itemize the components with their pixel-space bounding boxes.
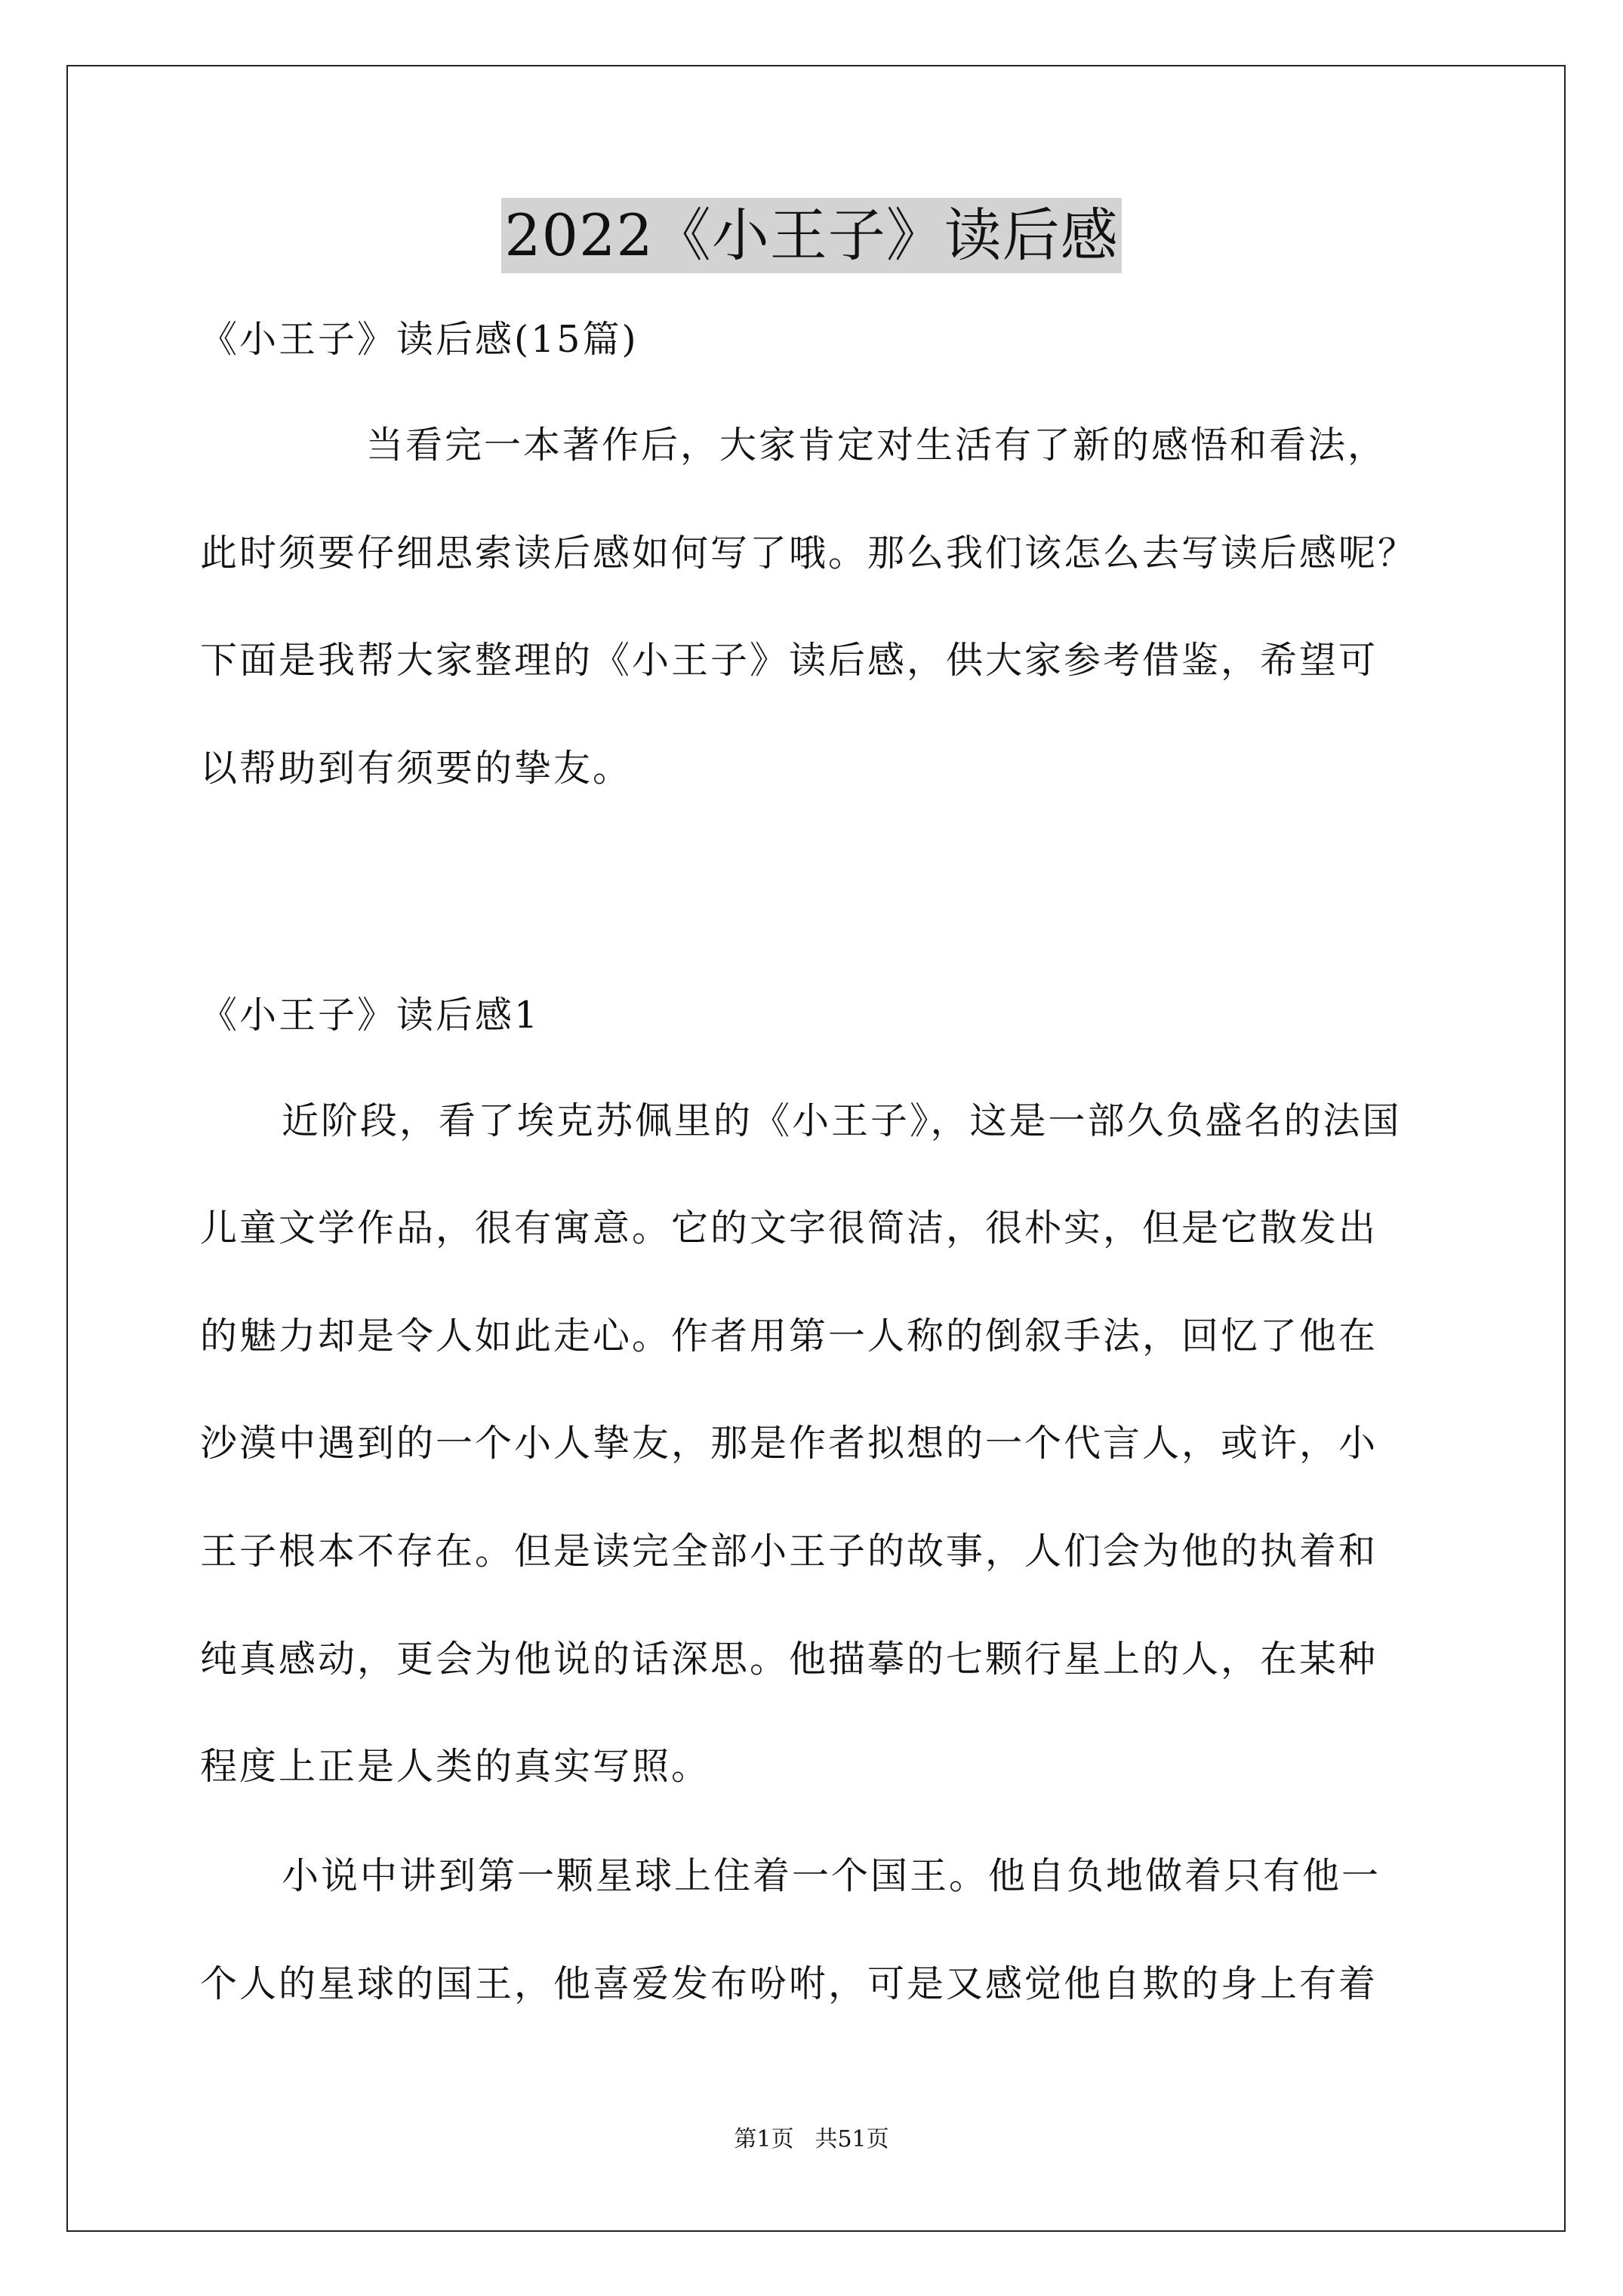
intro-line-1: 当看完一本著作后，大家肯定对生活有了新的感悟和看法， bbox=[366, 424, 1387, 467]
paragraph1-line-1: 近阶段，看了埃克苏佩里的《小王子》，这是一部久负盛名的法国 bbox=[282, 1099, 1402, 1142]
page-border bbox=[66, 65, 1566, 2232]
page-footer bbox=[0, 2125, 1623, 2155]
paragraph1-line-2: 儿童文学作品，很有寓意。它的文字很简洁，很朴实，但是它散发出 bbox=[200, 1207, 1378, 1250]
subtitle: 《小王子》读后感(15篇) bbox=[200, 318, 639, 361]
paragraph1-line-7: 程度上正是人类的真实写照。 bbox=[200, 1745, 711, 1788]
paragraph1-line-6: 纯真感动，更会为他说的话深思。他描摹的七颗行星上的人，在某种 bbox=[200, 1638, 1378, 1681]
section-heading: 《小王子》读后感1 bbox=[200, 994, 540, 1037]
paragraph1-line-3: 的魅力却是令人如此走心。作者用第一人称的倒叙手法，回忆了他在 bbox=[200, 1314, 1378, 1358]
page-total: 共51页 bbox=[815, 2126, 889, 2153]
paragraph1-line-5: 王子根本不存在。但是读完全部小王子的故事，人们会为他的执着和 bbox=[200, 1530, 1378, 1573]
page-number: 第1页 bbox=[734, 2126, 794, 2153]
intro-line-2: 此时须要仔细思索读后感如何写了哦。那么我们该怎么去写读后感呢？ bbox=[200, 532, 1418, 575]
paragraph2-line-1: 小说中讲到第一颗星球上住着一个国王。他自负地做着只有他一 bbox=[282, 1854, 1381, 1897]
document-title: 2022《小王子》读后感 bbox=[501, 198, 1121, 273]
intro-line-4: 以帮助到有须要的挚友。 bbox=[200, 747, 633, 790]
paragraph1-line-4: 沙漠中遇到的一个小人挚友，那是作者拟想的一个代言人，或许，小 bbox=[200, 1422, 1378, 1465]
title-wrap bbox=[0, 198, 1623, 273]
paragraph2-line-2: 个人的星球的国王，他喜爱发布吩咐，可是又感觉他自欺的身上有着 bbox=[200, 1962, 1378, 2005]
intro-line-3: 下面是我帮大家整理的《小王子》读后感，供大家参考借鉴，希望可 bbox=[200, 639, 1378, 682]
